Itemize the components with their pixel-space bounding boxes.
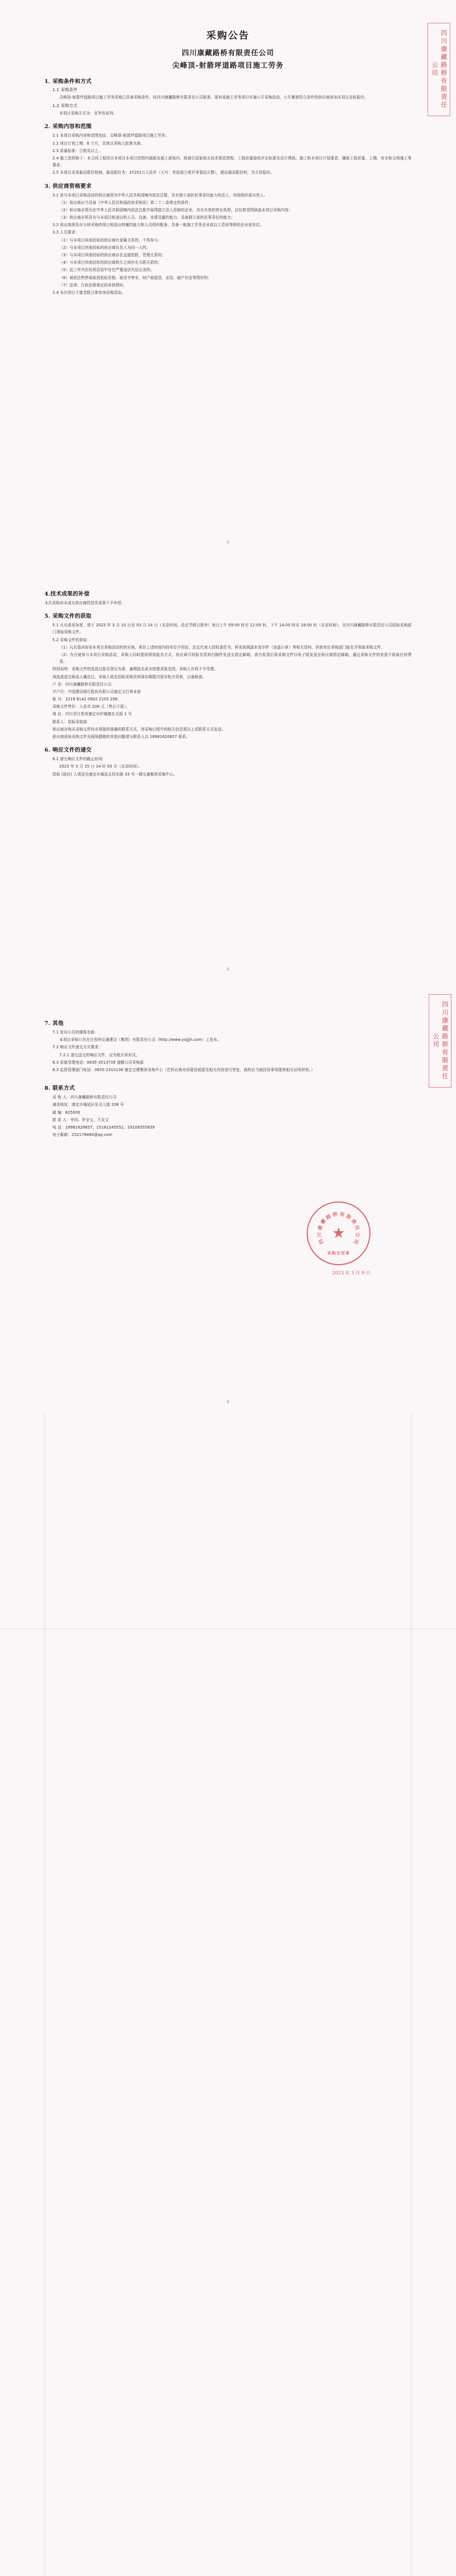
account-label: 账 号： (52, 697, 66, 702)
address-line (52, 1101, 412, 1108)
section-3-3-item-3: （3）与本项目其他投标的供应商存在直接控股、管理关系的； (59, 253, 166, 257)
section-2-2-text: 2.2 项目计划工期：6 个月，具体以采购人批准为准。 (52, 141, 145, 146)
section-7-heading: 7. 其他 (44, 1020, 64, 1027)
zip-value: 625000 (65, 1110, 80, 1115)
section-1-1-text: 尖峰顶-射箭坪道路项目施工劳务采购已具备采购条件，经四川康藏路桥有限责任公司批准，现对该施工劳务项目实施公开采购活动，公开邀请符合条件的供应商参加本项目竞标报价。 (59, 95, 369, 100)
section-6-heading: 6. 响应文件的递交 (44, 747, 92, 754)
document-page-2 (0, 552, 456, 979)
section-3-4-text: 3.4 本次项目不接受联合体参加采购活动。 (52, 290, 125, 295)
section-2-4-text: 2.4 施工范围和下：本合同工程项目本项目本项目范围内道路及施工现场内，按现行国家相关技术规范规程、工程质量验收评定标准及设计图纸、施工和本项目计划要求，确保工程质量、工期、安全和文明施工等要求。 (52, 155, 412, 168)
section-5-note-4: 供应商获取采购文件及现场踏勘的其他问题请与联系人以 18981620857 联系。 (52, 735, 190, 739)
section-3-3-item-7: （7）法律、行政法规规定的其他情形。 (59, 282, 127, 288)
section-1-heading: 1. 采购条件和方式 (44, 79, 92, 85)
email-label: 电子邮箱： (52, 1133, 72, 1138)
bank-value: 中国建设银行股份有限公司康定支行营业部 (67, 689, 141, 694)
section-5-2-heading: 5.2 采购文件的获取： (52, 637, 91, 642)
section-5-2-item-1: （1）凡有意向参加本项目采购活动的供应商，须在上述时间内持单位介绍信、法定代表人授权委托书、营业执照副本复印件（加盖公章）等相关资料，到我单位采购部门报名并领取采购文件。 (59, 645, 385, 650)
page-number: 1 (226, 540, 230, 544)
page-number: 3 (226, 1400, 230, 1404)
address-value: 康定市城延区东关大道 208 号 (71, 1102, 124, 1107)
email-value: 252176480@qq.com (71, 1133, 113, 1138)
section-7-2-text: 7.2 响应文件递交方式要求： (52, 1045, 103, 1050)
section-3-3-item-2: （2）与本项目其他投标的供应商负责人为同一人的； (59, 245, 150, 250)
buyer-label: 采 购 人： (52, 1095, 71, 1100)
bank-line (52, 688, 412, 695)
section-3-3-text: 3.3 人员要求： (52, 230, 79, 235)
section-5-1-text: 5.1 凡有意参加者，请于 2023 年 3 月 10 日至 03 月 14 日（北京时间，法定节假日除外）每日上午 09:00 时至 12:00 时，下午 14:00 时至 18:00 时（北京时间），在四川康藏路桥有限责任公司招标采购部门领取采购文件。 (52, 623, 412, 635)
document-page-blank-1 (0, 1412, 456, 1993)
zip-line (52, 1109, 412, 1116)
account-line (52, 696, 412, 703)
section-7-supervision-phone: 6.3 监督管理部门电话：0835-2310136 康定交建集团采购中心（若供应商对质疑信被提及相关内容进行答复，我的应当就投诉事项提供相关证明材料。） (52, 1067, 315, 1072)
seal-date: 2023 年 3 月 9 日 (332, 1270, 370, 1275)
contact-line (52, 1117, 412, 1123)
seal-star-icon: ★ (332, 1225, 345, 1242)
section-3-1-item-3: （3）供应商必须具有与本项目相适应的人员、设备、业绩及履约能力，具备独立承担民事责任的能力； (59, 215, 235, 220)
document-page-1 (0, 0, 456, 552)
document-subtitle: 尖峰顶-射箭坪道路项目施工劳务 (172, 61, 284, 69)
tel-line (52, 1124, 412, 1131)
section-2-1-text: 2.1 本项目采购内容和范围包括：尖峰顶-射箭坪道路项目施工劳务。 (52, 133, 169, 138)
payee-label: 户 名： (52, 682, 66, 687)
document-page-blank-2 (0, 1993, 456, 2576)
section-3-1-item-2: （2）供应商必须为在中华人民共和国境内依法注册并取得独立法人资格的企业，具有有效的营业执照，且经营范围涵盖本项目采购内容； (59, 207, 292, 212)
section-5-contact: 联系人：招标采购部 (52, 719, 87, 724)
bank-label: 开户行： (52, 689, 68, 694)
section-6-deadline: 2023 年 3 月 15 日 14 时 00 分（北京时间）。 (59, 764, 142, 769)
section-6-1-text: 6.1 递交响应文件的截止时间： (52, 757, 107, 762)
section-5-note-3: 供应商在购买采购文件时必须提供准确的联系方式，因采购过程中的相关信息将以上述联系方式发送。 (52, 727, 226, 732)
section-6-location: 投标 (报价) 人请送至康定市城延北段东路 33 号一楼交通集团采购中心。 (52, 772, 177, 777)
payee-value: 四川康藏路桥有限责任公司 (65, 682, 112, 687)
document-title: 采购公告 (206, 30, 250, 42)
seal-bottom-text: 采购专用章 (327, 1250, 350, 1256)
section-5-2-item-2: （2）为方便参与本项目采购活动，采购人同时提供网络报名方式，供应商可将报名资料扫描件发送至指定邮箱，我方收到后将采购文件以电子版发送至供应商指定邮箱，通过采购文件的发放不收取任何费用。 (59, 652, 412, 664)
section-8-heading: 8. 联系方式 (44, 1085, 75, 1092)
section-3-1-text: 3.1 参与本项目采购活动的供应商须为中华人民共和国境内依法注册，具有独立承担民事责任能力的法人、其他组织或自然人。 (52, 192, 268, 198)
buyer-line (52, 1094, 412, 1101)
section-1-2-text: 本项目采购方式为：竞争性谈判。 (59, 111, 117, 116)
section-3-3-item-6: （6）被依法暂停或取消投标资格、被责令停业、财产被接管、冻结、破产状态等情形的； (59, 275, 212, 280)
buyer-value: 四川康藏路桥有限责任公司 (70, 1095, 117, 1100)
company-side-seal: 四川康藏路桥有限责任公司 (429, 994, 451, 1088)
section-5-note-1: 特别说明：采购文件的发放以报名登记为准，逾期报名或未按要求报名的，采购人有权不予受理。 (52, 667, 218, 672)
section-5-heading: 5. 采购文件的获取 (44, 613, 92, 620)
section-3-2-text: 3.2 供应商须具有与所采购的项目相适应的履约能力和人员组织配备，具备一般施工劳务企业或以上资质等级的企业或单位。 (52, 223, 264, 228)
section-2-heading: 2. 采购内容和范围 (44, 124, 92, 130)
contact-label: 联 系 人： (52, 1117, 71, 1122)
section-1-2-heading: 1.2 采购方式 (52, 103, 78, 109)
contact-value: 李四、罗全文、王友文 (70, 1117, 109, 1122)
section-7-question-phone: 6.3 质疑受理电话：0835-3513739 递解公司采购部 (52, 1060, 144, 1065)
section-7-1-text: 7.1 发布公告的媒体名称： (52, 1030, 99, 1035)
document-page-3 (0, 979, 456, 1412)
section-5-note-2: 预选或成交候选人确定后，采购人将在招标采购资料保存期限内留存相关资料，以备核查。 (52, 674, 206, 679)
page-number: 2 (226, 967, 230, 971)
section-4-heading: 4.技术成果的补偿 (44, 591, 90, 597)
section-1-1-heading: 1.1 采购条件 (52, 87, 78, 92)
account-value: 2219 6142 0902 2105 258. (65, 697, 119, 702)
section-3-3-item-4: （4）与本项目其他投标的供应商相互之间存在关联关系的； (59, 260, 162, 265)
section-3-3-item-5: （5）近三年内在经营活动中存在严重违法失信记录的； (59, 268, 154, 273)
section-2-5-text: 2.5 本项目采用最高限价控制，最高限价为：37201万人民币（大写：叁拾柒万贰仟零壹佰元整），超出最高限价的，为无效报价。 (52, 170, 275, 175)
seal-arc-text: 四 川 康 藏 路 桥 有 限 责 任 公 司 (316, 1211, 361, 1245)
email-line (52, 1131, 412, 1138)
section-7-2-1-text: 7.2.1 递交送交的响应文件，应为纸介质形式。 (59, 1052, 140, 1057)
section-3-heading: 3. 供应商资格要求 (44, 183, 92, 190)
section-5-address: 地 址：四川省甘孜州康定市炉城镇东关街 1 号 (52, 712, 132, 717)
section-5-price: 采购文件售价：人民币 200 元（售后不退）。 (52, 704, 130, 709)
section-3-1-item-1: （1）供应商应当具备《中华人民共和国政府采购法》第二十二条规定的条件； (59, 200, 193, 205)
section-7-media: 本项目采购公告在甘孜州交通建设（集团）有限责任公司（http://www.yajjjh.com）上发布。 (59, 1037, 221, 1043)
section-4-text: 本次采购对本成交供应商的技术成果不予补偿。 (44, 601, 125, 605)
zip-label: 邮 编： (52, 1110, 66, 1115)
company-side-seal: 四川康藏路桥有限责任公司 (427, 23, 450, 116)
section-2-3-text: 2.3 质量标准：合格及以上。 (52, 148, 103, 153)
document-org: 四川康藏路桥有限责任公司 (181, 48, 274, 57)
tel-value: 18981628857、15181245552、19108355839 (65, 1125, 155, 1130)
address-label: 通讯地址： (52, 1102, 72, 1107)
section-3-3-item-1: （1）与本项目其他投标的供应商有隶属关系的，不得参与； (59, 237, 162, 243)
payee-line (52, 681, 412, 688)
tel-label: 电 话： (52, 1125, 66, 1130)
